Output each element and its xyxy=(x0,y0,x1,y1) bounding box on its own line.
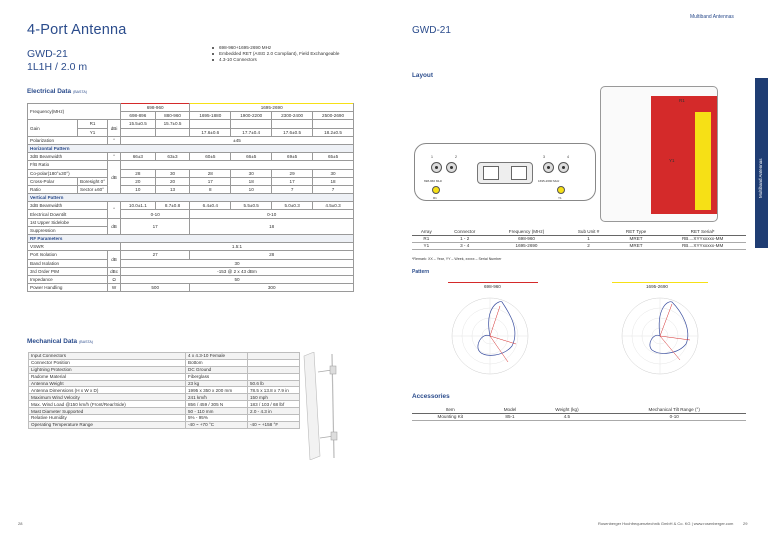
right-page-number: 29 xyxy=(743,521,748,526)
table-cell: -40 ~ +158 °F xyxy=(248,421,300,428)
ret-y1-icon xyxy=(511,166,527,180)
model-variant: 1L1H / 2.0 m xyxy=(27,61,88,73)
table-cell: 5% - 95% xyxy=(186,415,248,422)
table-cell: 50.6 lb xyxy=(248,380,300,387)
ret-r1-icon xyxy=(483,166,499,180)
right-model-name: GWD-21 xyxy=(412,25,451,36)
ret-table: Array Connector Frequency (MHz) Sub Unit # RET Type RET Serial* R1 1 - 2 698-960 1 MRET RB....XYYxxxxx-MM Y1 3 - 4 1695-2690 2 MRET RB....XYYxxxxx-MM xyxy=(412,228,746,250)
ret-indicator-r1 xyxy=(432,186,440,194)
y1-label: Y1 xyxy=(669,158,675,163)
table-cell: Radome Material xyxy=(29,373,186,380)
table-cell xyxy=(248,359,300,366)
table-row xyxy=(29,421,300,428)
table-row xyxy=(29,373,300,380)
mechanical-table xyxy=(28,352,300,429)
table-cell: Input Connectors xyxy=(29,353,186,360)
left-page-number: 28 xyxy=(18,521,23,526)
layout-heading: Layout xyxy=(412,72,433,79)
side-tab: Multiband Antennas xyxy=(755,78,768,248)
table-cell: 150 mph xyxy=(248,394,300,401)
ret-remark: *Remark: XX – Year, YY – Week, xxxxx – Serial Number xyxy=(412,257,502,261)
table-cell xyxy=(248,366,300,373)
connector-4-icon xyxy=(558,162,569,173)
pattern-heading: Pattern xyxy=(412,269,430,275)
band-line-high xyxy=(612,282,708,283)
table-cell: 856 / 459 / 305 N xyxy=(186,401,248,408)
pattern-band-high: 1695-2690 xyxy=(646,284,668,289)
table-cell: 1995 x 350 x 200 mm xyxy=(186,387,248,394)
ret-label-y1: Y1 xyxy=(558,196,562,200)
ret-label-r1: R1 xyxy=(433,196,437,200)
connector-1-icon xyxy=(431,162,442,173)
conn-label-low: 698-960 MHz xyxy=(424,179,443,183)
table-cell: -40 ~ +70 °C xyxy=(186,421,248,428)
feature-item: 4.3-10 Connectors xyxy=(212,57,339,63)
table-cell: Antenna Dimensions (H x W x D) xyxy=(29,387,186,394)
table-cell: Fiberglass xyxy=(186,373,248,380)
table-cell: Lightning Protection xyxy=(29,366,186,373)
table-cell: 4 x 4.3-10 Female xyxy=(186,353,248,360)
connector-3-icon xyxy=(543,162,554,173)
electrical-heading: Electrical Data (BASTA) xyxy=(27,88,87,95)
electrical-table: Frequency(MHz) 698-960 1695-2690 698-896 880-960 1695-1880 1900-2200 2300-2400 2500-2690 Gain R1 dBi 15.5±0.5 15.7±0.5 Y1 17.6±0.6 17.7±0.4 17.6±0.5 18.2±0.5 Polarization ° ±45 Horizontal Pattern 3dB Beamwidth ° 66±3 63±3 60±5 66±5 69±5 65±5 F/B Ratio dB Co-polar(180°±30°) 28 30 28 30 29 30 Cross-Polar Boresight 0° 20 20 17 18 17 18 Ratio Sector ±60° 10 13 8 10 7 7 Vertical Pattern 3dB Beamwidth ° 10.0±1.1 8.7±0.8 6.4±0.4 5.5±0.5 5.0±0.3 4.5±0.3 Electrical Downtilt 0-10 0-10 1st Upper Sidelobe dB 17 18 Suppression RF Parameters VSWR 1.5:1 Port Isolation dB 27 28 Band Isolation 30 3rd Order PIM dBc -153 @ 2 x 43 dBm Impedance Ω 50 Power Handling W 500 300 xyxy=(27,103,354,292)
table-row xyxy=(29,353,300,360)
section-header: Multiband Antennas xyxy=(690,14,734,20)
table-cell xyxy=(248,373,300,380)
accessories-heading: Accessories xyxy=(412,393,450,400)
table-cell: DC Ground xyxy=(186,366,248,373)
table-cell: Bottom xyxy=(186,359,248,366)
table-row xyxy=(29,394,300,401)
r1-label: R1 xyxy=(679,98,685,103)
table-cell: Operating Temperature Range xyxy=(29,421,186,428)
feature-item: 698-960+1695-2690 MHz xyxy=(212,45,339,51)
table-row xyxy=(29,401,300,408)
table-cell: Connector Position xyxy=(29,359,186,366)
ports-r1: 1 2 xyxy=(431,155,457,159)
table-row xyxy=(29,366,300,373)
footer-company: Rosenberger Hochfrequenztechnik GmbH & Co. KG | www.rosenberger.com xyxy=(598,521,734,526)
polar-pattern-low xyxy=(450,296,530,376)
table-row xyxy=(29,415,300,422)
table-cell: 2.0 - 4.3 in xyxy=(248,408,300,415)
mechanical-heading: Mechanical Data (BASTA) xyxy=(27,338,94,345)
table-cell: Relative Humidity xyxy=(29,415,186,422)
table-cell: Antenna Weight xyxy=(29,380,186,387)
table-cell xyxy=(248,415,300,422)
conn-label-high: 1695-2690 MHz xyxy=(538,179,560,183)
table-cell: 241 km/h xyxy=(186,394,248,401)
table-row xyxy=(29,359,300,366)
accessories-table: Item Model Weight (kg) Mechanical Tilt Range (°) Mounting Kit 85-1 4.5 0-10 xyxy=(412,406,746,421)
pattern-band-low: 698-960 xyxy=(484,284,501,289)
table-row xyxy=(29,387,300,394)
table-cell: 50 - 110 mm xyxy=(186,408,248,415)
table-cell: Mast Diameter Supported xyxy=(29,408,186,415)
page-title: 4-Port Antenna xyxy=(27,22,127,38)
y1-array xyxy=(695,112,711,210)
feature-list xyxy=(212,45,339,64)
table-cell xyxy=(248,353,300,360)
ports-y1: 3 4 xyxy=(543,155,569,159)
table-row xyxy=(29,380,300,387)
table-cell: 23 kg xyxy=(186,380,248,387)
table-row xyxy=(29,408,300,415)
ret-indicator-y1 xyxy=(557,186,565,194)
polar-pattern-high xyxy=(620,296,700,376)
connector-2-icon xyxy=(446,162,457,173)
feature-item: Embedded RET (AISG 2.0 Compliant), Field Exchangeable xyxy=(212,51,339,57)
table-cell: 183 / 103 / 68 lbf xyxy=(248,401,300,408)
band-line-low xyxy=(448,282,538,283)
model-name: GWD-21 xyxy=(27,48,68,60)
table-cell: Max. Wind Load @150 km/h (Front/Rear/Side) xyxy=(29,401,186,408)
table-cell: Maximum Wind Velocity xyxy=(29,394,186,401)
table-cell: 78.5 x 13.8 x 7.9 in xyxy=(248,387,300,394)
antenna-illustration xyxy=(298,352,354,460)
